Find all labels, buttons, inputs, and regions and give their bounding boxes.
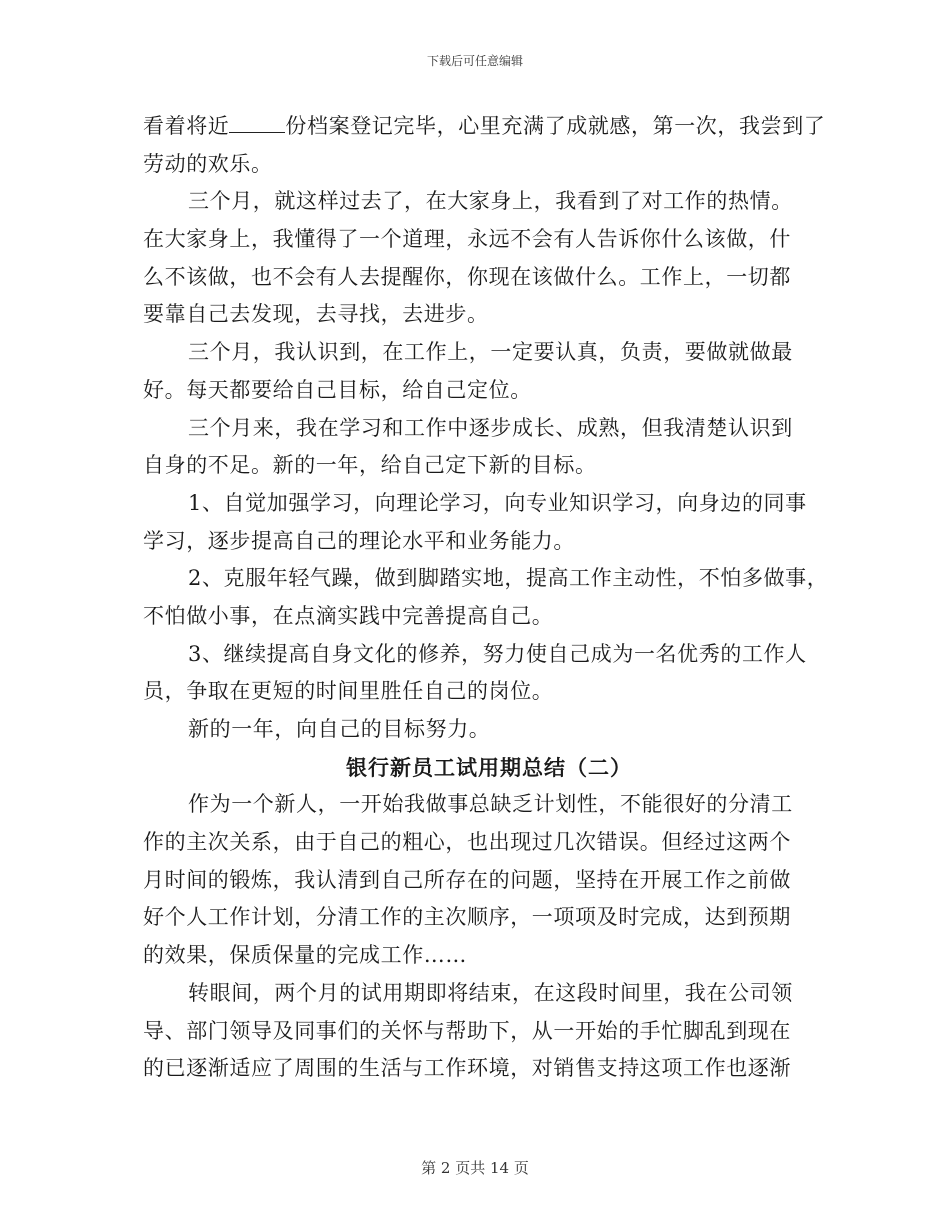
text-line [143, 108, 826, 146]
page-header: 下载后可任意编辑 [426, 54, 523, 68]
text-line: 劳动的欢乐。 [143, 151, 273, 176]
text-line: 么不该做，也不会有人去提醒你，你现在该做什么。工作上，一切都 [143, 264, 791, 289]
text-line: 的已逐渐适应了周围的生活与工作环境，对销售支持这项工作也逐渐 [143, 1056, 791, 1081]
text-segment: 看着将近 [143, 114, 230, 138]
text-segment: 份档案登记完毕，心里充满了成就感，第一次，我尝到了 [285, 114, 826, 138]
paragraph-start: 转眼间，两个月的试用期即将结束，在这段时间里，我在公司领 [188, 980, 793, 1005]
paragraph-start: 作为一个新人，一开始我做事总缺乏计划性，不能很好的分清工 [188, 792, 793, 817]
paragraph-start: 三个月，我认识到，在工作上，一定要认真，负责，要做就做最 [188, 340, 793, 365]
list-item-start: 2、克服年轻气躁，做到脚踏实地，提高工作主动性，不怕多做事， [188, 566, 829, 591]
document-body [143, 108, 829, 1088]
fill-in-blank [229, 114, 285, 133]
text-line: 学习，逐步提高自己的理论水平和业务能力。 [143, 528, 575, 553]
page-footer: 第 2 页共 14 页 [421, 1159, 529, 1177]
text-line: 要靠自己去发现，去寻找，去进步。 [143, 302, 489, 327]
text-line: 自身的不足。新的一年，给自己定下新的目标。 [143, 453, 597, 478]
text-line: 好。每天都要给自己目标，给自己定位。 [143, 377, 532, 402]
list-item-start: 3、继续提高自身文化的修养，努力使自己成为一名优秀的工作人 [188, 641, 807, 666]
text-line: 作的主次关系，由于自己的粗心，也出现过几次错误。但经过这两个 [143, 830, 791, 855]
text-line: 导、部门领导及同事们的关怀与帮助下，从一开始的手忙脚乱到现在 [143, 1018, 791, 1043]
text-line: 月时间的锻炼，我认清到自己所存在的问题，坚持在开展工作之前做 [143, 867, 791, 892]
text-line: 在大家身上，我懂得了一个道理，永远不会有人告诉你什么该做，什 [143, 227, 791, 252]
paragraph-start: 新的一年，向自己的目标努力。 [188, 717, 491, 741]
text-line: 员，争取在更短的时间里胜任自己的岗位。 [143, 679, 554, 704]
section-title: 银行新员工试用期总结（二） [346, 754, 632, 780]
text-line: 不怕做小事，在点滴实践中完善提高自己。 [143, 603, 554, 628]
text-line: 的效果，保质保量的完成工作…… [143, 943, 467, 968]
paragraph-start: 三个月，就这样过去了，在大家身上，我看到了对工作的热情。 [188, 189, 793, 214]
paragraph-start: 三个月来，我在学习和工作中逐步成长、成熟，但我清楚认识到 [188, 415, 793, 440]
list-item-start: 1、自觉加强学习，向理论学习，向专业知识学习，向身边的同事 [188, 490, 807, 515]
text-line: 好个人工作计划，分清工作的主次顺序，一项项及时完成，达到预期 [143, 905, 791, 930]
